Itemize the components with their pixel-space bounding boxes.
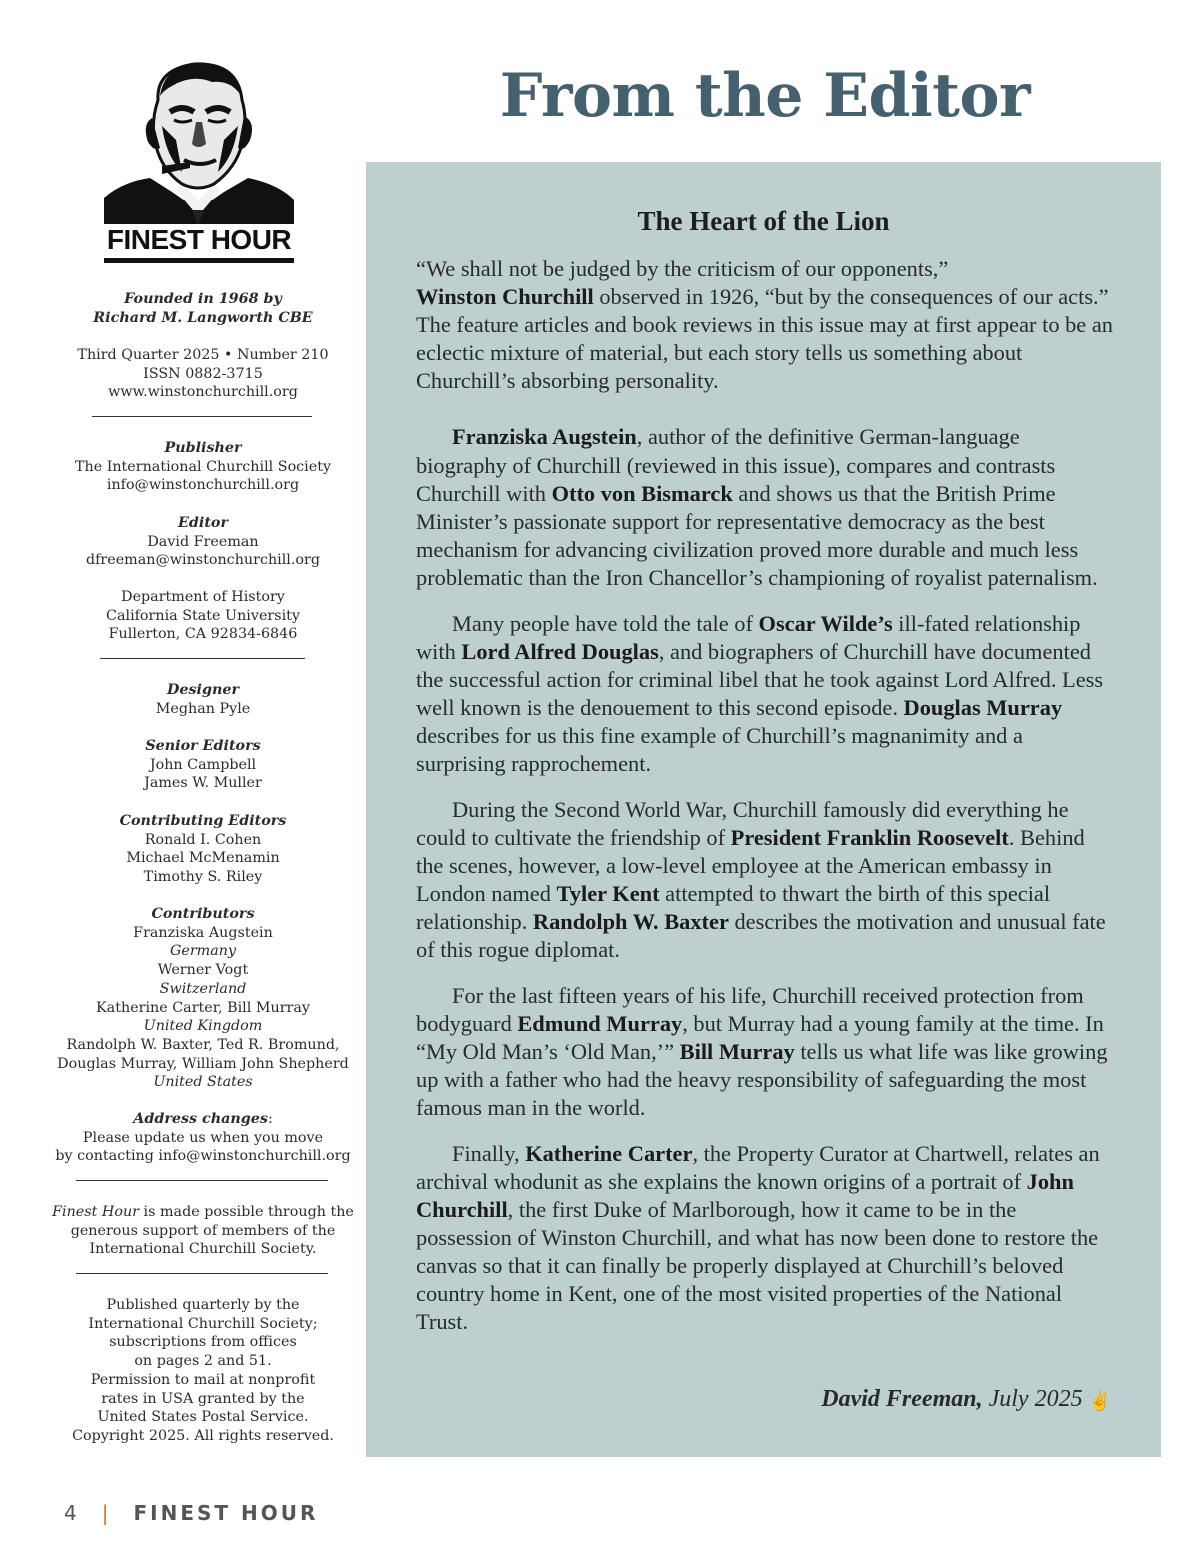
notice-line: Published quarterly by the <box>106 1297 300 1313</box>
text-run: During the Second World War, Churchill famously did everything he could to cultivate the friendship of <box>416 796 1069 850</box>
editor-signature <box>821 1384 1111 1416</box>
editorial-panel <box>366 162 1161 1457</box>
masthead-issue-info <box>40 346 366 402</box>
text-run: describes the motivation and unusual fate of this rogue diplomat. <box>416 908 1106 963</box>
paragraph-intro <box>416 255 1116 395</box>
masthead-senior-editors <box>40 737 366 793</box>
senior-editor-name: John Campbell <box>149 756 257 773</box>
contributor-names: Franziska Augstein <box>133 924 273 941</box>
founded-line: Founded in 1968 by <box>124 291 282 307</box>
text-run: Many people have told the tale of <box>452 610 759 636</box>
bold-name: Tyler Kent <box>556 880 660 906</box>
paragraph <box>416 423 1116 592</box>
address-changes-label: Address changes <box>133 1111 268 1127</box>
designer-name: Meghan Pyle <box>155 700 251 717</box>
publisher-email[interactable]: info@winstonchurchill.org <box>106 477 300 494</box>
article-body <box>416 255 1116 1354</box>
masthead-publisher <box>40 439 366 495</box>
notice-line: on pages 2 and 51. <box>134 1353 272 1370</box>
masthead-publication-notice <box>40 1296 366 1446</box>
contributing-editor-name: Michael McMenamin <box>126 850 280 867</box>
text-run: , and biographers of Churchill have documented the successful action for criminal libel that he took against Lord Alfred. Less well known is the denouement to this second episode. <box>416 638 1104 720</box>
founder-name: Richard M. Langworth CBE <box>93 309 313 326</box>
contributor-country: United States <box>153 1074 253 1091</box>
text-run: , but Murray had a young family at the time. In “My Old Man’s ‘Old Man,’” <box>416 1010 1104 1064</box>
text-run: describes for us this fine example of Churchill’s magnanimity and a surprising rapprochement. <box>416 722 1023 776</box>
publication-name: Finest Hour <box>52 1204 139 1220</box>
contributor-names: Douglas Murray, William John Shepherd <box>57 1055 349 1072</box>
bold-name: Katherine Carter <box>525 1140 693 1166</box>
masthead-support-note <box>40 1203 366 1259</box>
text-run: . Behind the scenes, however, a low-level employee at the American embassy in London named <box>416 824 1085 906</box>
article-title: The Heart of the Lion <box>637 206 890 236</box>
address-line[interactable]: by contacting info@winstonchurchill.org <box>55 1148 351 1165</box>
issue-number: Third Quarter 2025 • Number 210 <box>77 347 329 363</box>
bold-name: John Churchill <box>416 1168 1074 1222</box>
paragraph <box>416 796 1116 965</box>
dept-line: Fullerton, CA 92834-6846 <box>108 626 298 643</box>
contributor-names: Randolph W. Baxter, Ted R. Bromund, <box>66 1036 340 1053</box>
bold-name: Douglas Murray <box>903 694 1063 720</box>
page-footer <box>64 1500 318 1526</box>
senior-editor-name: James W. Muller <box>144 775 262 792</box>
website-link[interactable]: www.winstonchurchill.org <box>108 384 298 401</box>
divider <box>76 1180 328 1181</box>
text-run: tells us what life was like growing up with a father who had the heavy responsibility of safeguarding the most famous man in the world. <box>416 1038 1108 1121</box>
text-run: , the Property Curator at Chartwell, relates an archival whodunit as she explains the known origins of a portrait of <box>416 1140 1100 1194</box>
text-run: For the last fifteen years of his life, Churchill received protection from bodyguard <box>416 982 1084 1036</box>
masthead-address-changes <box>40 1110 366 1166</box>
signature-date: July 2025 <box>982 1386 1083 1412</box>
finest-hour-logo <box>102 60 296 265</box>
bold-name: Oscar Wilde’s <box>758 610 893 636</box>
senior-editors-label: Senior Editors <box>145 738 261 754</box>
masthead-editor <box>40 514 366 570</box>
masthead-designer <box>40 681 366 718</box>
notice-line: Copyright 2025. All rights reserved. <box>72 1427 334 1444</box>
logo-wordmark: FINEST HOUR <box>102 224 296 256</box>
text-run: , the first Duke of Marlborough, how it came to be in the possession of Winston Churchill, and what has now been done to restore the canvas so that it can finally be properly displayed at Churchill’s beloved country home in Kent, one of the most visited properties of the National Trust. <box>416 1196 1099 1335</box>
editor-label: Editor <box>178 515 228 531</box>
masthead-contributors <box>40 905 366 1092</box>
publisher-label: Publisher <box>164 440 242 456</box>
divider <box>92 416 312 417</box>
divider <box>100 658 305 659</box>
divider <box>76 1273 328 1274</box>
contributors-label: Contributors <box>151 906 255 922</box>
contributor-names: Katherine Carter, Bill Murray <box>96 999 310 1016</box>
support-line: is made possible through the <box>139 1204 354 1220</box>
dept-line: California State University <box>106 607 300 624</box>
editor-email[interactable]: dfreeman@winstonchurchill.org <box>85 552 321 569</box>
bold-name: Franziska Augstein <box>452 424 637 450</box>
notice-line: United States Postal Service. <box>97 1409 309 1426</box>
dept-line: Department of History <box>121 589 285 605</box>
text-run: and shows us that the British Prime Minister’s passionate support for representative democracy as the best mechanism for advancing civilization proved more durable and much less problematic than the Iron Chancellor’s championing of royalist paternalism. <box>416 480 1098 590</box>
notice-line: International Churchill Society; <box>88 1315 318 1332</box>
paragraph <box>416 982 1116 1122</box>
page-title: From the Editor <box>499 61 1031 131</box>
contributor-names: Werner Vogt <box>157 962 249 979</box>
masthead-department <box>40 588 366 644</box>
text-run: Finally, <box>452 1140 526 1166</box>
support-line: generous support of members of the <box>70 1222 336 1239</box>
contributing-editor-name: Ronald I. Cohen <box>144 831 262 848</box>
bold-name: Bill Murray <box>679 1038 795 1064</box>
text-run: , author of the definitive German-language biography of Churchill (reviewed in this issue), compares and contrasts Churchill with <box>416 424 1056 506</box>
designer-label: Designer <box>167 682 239 698</box>
bold-name: President Franklin Roosevelt <box>730 824 1009 850</box>
signature-name: David Freeman, <box>821 1386 983 1412</box>
notice-line: subscriptions from offices <box>109 1334 297 1351</box>
address-line: Please update us when you move <box>82 1129 324 1146</box>
paragraph <box>416 610 1116 779</box>
victory-sign-icon: ✌ <box>1088 1391 1111 1411</box>
contributing-editors-label: Contributing Editors <box>119 813 287 829</box>
bold-name: Randolph W. Baxter <box>532 908 729 934</box>
paragraph <box>416 1140 1116 1337</box>
notice-line: rates in USA granted by the <box>101 1390 305 1407</box>
footer-publication-name: FINEST HOUR <box>133 1501 319 1525</box>
page-number: 4 <box>64 1501 80 1525</box>
footer-separator: | <box>101 1501 112 1525</box>
address-changes-colon: : <box>267 1111 273 1127</box>
masthead-founded <box>40 290 366 327</box>
text-run: “We shall not be judged by the criticism of our opponents,” <box>416 256 949 281</box>
bold-name: Edmund Murray <box>517 1010 683 1036</box>
contributor-country: United Kingdom <box>143 1018 263 1035</box>
bold-name: Winston Churchill <box>416 284 594 310</box>
bold-name: Otto von Bismarck <box>551 480 733 506</box>
masthead-contributing-editors <box>40 812 366 887</box>
editor-name: David Freeman <box>147 533 259 550</box>
notice-line: Permission to mail at nonprofit <box>90 1371 316 1388</box>
bold-name: Lord Alfred Douglas <box>461 638 659 664</box>
publisher-name: The International Churchill Society <box>74 458 332 475</box>
text-run: observed in 1926, “but by the consequences of our acts.” The feature articles and book reviews in this issue may at first appear to be an eclectic mixture of material, but each story tells us something about Churchill’s absorbing personality. <box>416 284 1113 394</box>
contributor-country: Switzerland <box>159 980 247 997</box>
issn: ISSN 0882-3715 <box>143 365 263 382</box>
contributor-country: Germany <box>169 943 237 960</box>
text-run: ill-fated relationship with <box>416 610 1081 664</box>
support-line: International Churchill Society. <box>89 1241 317 1258</box>
contributing-editor-name: Timothy S. Riley <box>143 869 263 886</box>
text-run: attempted to thwart the birth of this special relationship. <box>416 880 1051 934</box>
